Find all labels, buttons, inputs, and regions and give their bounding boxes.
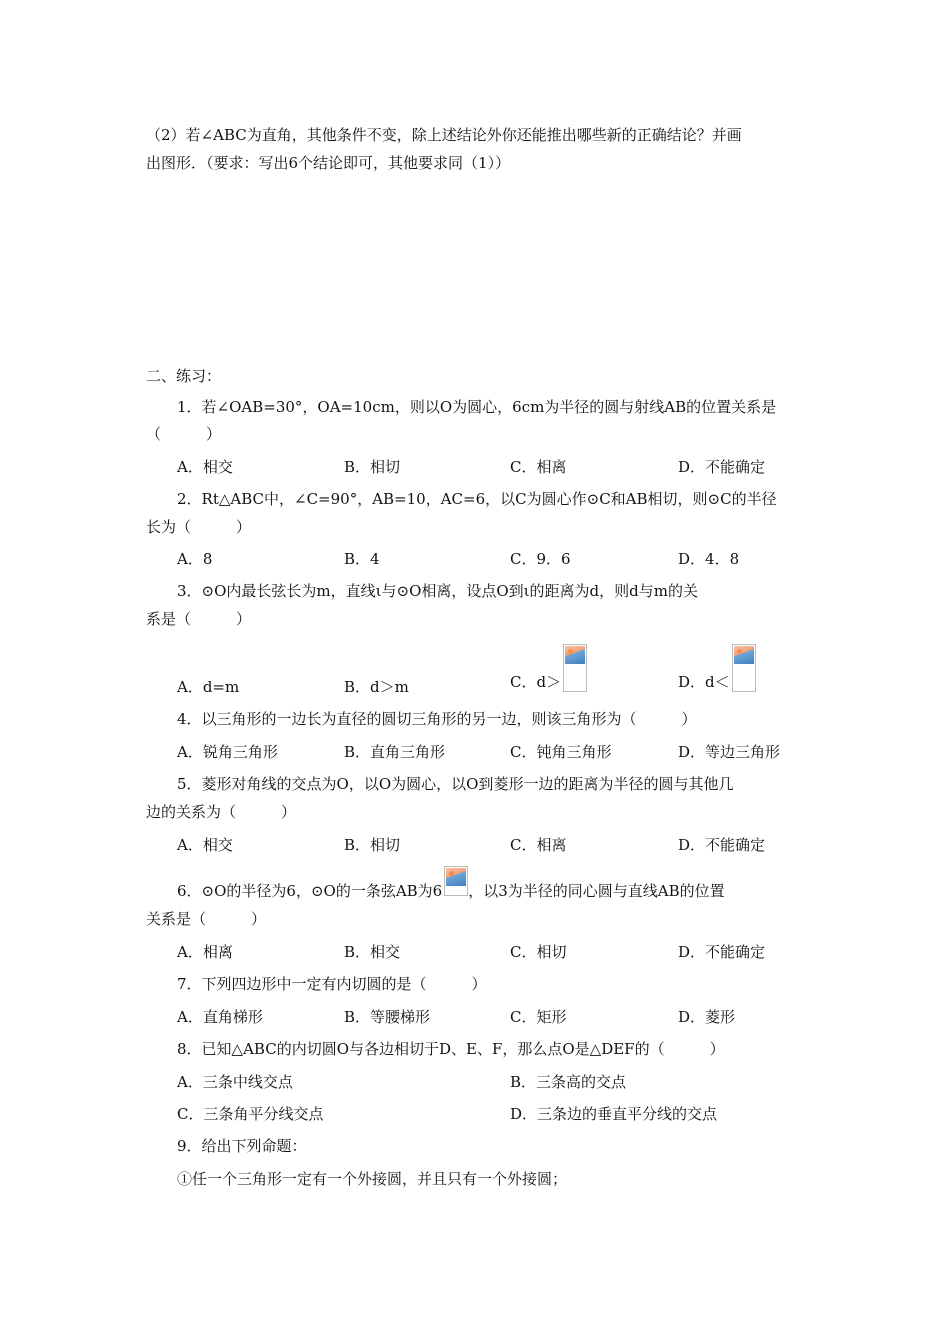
proposition-1: ①任一个三角形一定有一个外接圆，并且只有一个外接圆；	[177, 1170, 568, 1188]
q2-option-b: B．4	[344, 550, 380, 568]
q6-option-b: B．相交	[344, 943, 401, 961]
question-3-text-cont: 系是（ ）	[146, 610, 252, 628]
q1-option-a: A．相交	[177, 458, 233, 476]
intro-line-1: （2）若∠ABC为直角，其他条件不变，除上述结论外你还能推出哪些新的正确结论？并画	[146, 126, 742, 144]
question-4-text: 4．以三角形的一边长为直径的圆切三角形的另一边，则该三角形为（ ）	[177, 710, 697, 728]
question-7-text: 7．下列四边形中一定有内切圆的是（ ）	[177, 975, 487, 993]
q3-option-a: A．d=m	[177, 678, 240, 696]
q3-option-b: B．d＞m	[344, 678, 409, 696]
question-5-text-cont: 边的关系为（ ）	[146, 803, 297, 821]
q6-option-a: A．相离	[177, 943, 233, 961]
question-3-text: 3．⊙O内最长弦长为m，直线ι与⊙O相离，设点O到ι的距离为d，则d与m的关	[177, 582, 698, 600]
question-5-text: 5．菱形对角线的交点为O，以O为圆心，以O到菱形一边的距离为半径的圆与其他几	[177, 775, 734, 793]
q2-option-d: D．4．8	[678, 550, 740, 568]
q3-option-c-label: C．d＞	[510, 673, 562, 691]
q5-option-c: C．相离	[510, 836, 567, 854]
q8-option-d: D．三条边的垂直平分线的交点	[510, 1105, 718, 1123]
question-1-text-cont: （ ）	[146, 425, 222, 443]
question-6-text-cont: 关系是（ ）	[146, 910, 267, 928]
q5-option-a: A．相交	[177, 836, 233, 854]
q7-option-a: A．直角梯形	[177, 1008, 263, 1026]
q4-option-d: D．等边三角形	[678, 743, 781, 761]
q7-option-b: B．等腰梯形	[344, 1008, 431, 1026]
q8-option-a: A．三条中线交点	[177, 1073, 293, 1091]
q5-option-b: B．相切	[344, 836, 401, 854]
question-9-text: 9．给出下列命题：	[177, 1137, 307, 1155]
question-6-text-part-1: 6．⊙O的半径为6，⊙O的一条弦AB为6	[177, 882, 443, 900]
question-2-text-cont: 长为（ ）	[146, 518, 252, 536]
q4-option-a: A．锐角三角形	[177, 743, 278, 761]
question-6-text	[177, 866, 725, 905]
question-2-text: 2．Rt△ABC中，∠C=90°，AB=10，AC=6，以C为圆心作⊙C和AB相切，则⊙C的半径	[177, 490, 777, 508]
q3-option-d-label: D．d＜	[678, 673, 730, 691]
q3-option-d	[678, 644, 756, 692]
q7-option-c: C．矩形	[510, 1008, 567, 1026]
section-title: 二、练习：	[146, 367, 222, 385]
broken-image-icon	[732, 644, 756, 692]
q2-option-c: C．9．6	[510, 550, 571, 568]
q6-option-d: D．不能确定	[678, 943, 766, 961]
q1-option-c: C．相离	[510, 458, 567, 476]
q8-option-c: C．三条角平分线交点	[177, 1105, 324, 1123]
q5-option-d: D．不能确定	[678, 836, 766, 854]
q1-option-d: D．不能确定	[678, 458, 766, 476]
q8-option-b: B．三条高的交点	[510, 1073, 627, 1091]
q7-option-d: D．菱形	[678, 1008, 736, 1026]
intro-line-2: 出图形．（要求：写出6个结论即可，其他要求同（1））	[146, 154, 511, 172]
question-8-text: 8．已知△ABC的内切圆O与各边相切于D、E、F，那么点O是△DEF的（ ）	[177, 1040, 725, 1058]
q4-option-b: B．直角三角形	[344, 743, 446, 761]
question-1-text: 1．若∠OAB=30°，OA=10cm，则以O为圆心，6cm为半径的圆与射线AB的位置关系是	[177, 398, 777, 416]
q1-option-b: B．相切	[344, 458, 401, 476]
question-6-text-part-2: ，以3为半径的同心圆与直线AB的位置	[468, 882, 725, 900]
q3-option-c	[510, 644, 587, 692]
q6-option-c: C．相切	[510, 943, 567, 961]
broken-image-icon	[563, 644, 587, 692]
q4-option-c: C．钝角三角形	[510, 743, 612, 761]
q2-option-a: A．8	[177, 550, 213, 568]
broken-image-icon	[444, 866, 468, 896]
